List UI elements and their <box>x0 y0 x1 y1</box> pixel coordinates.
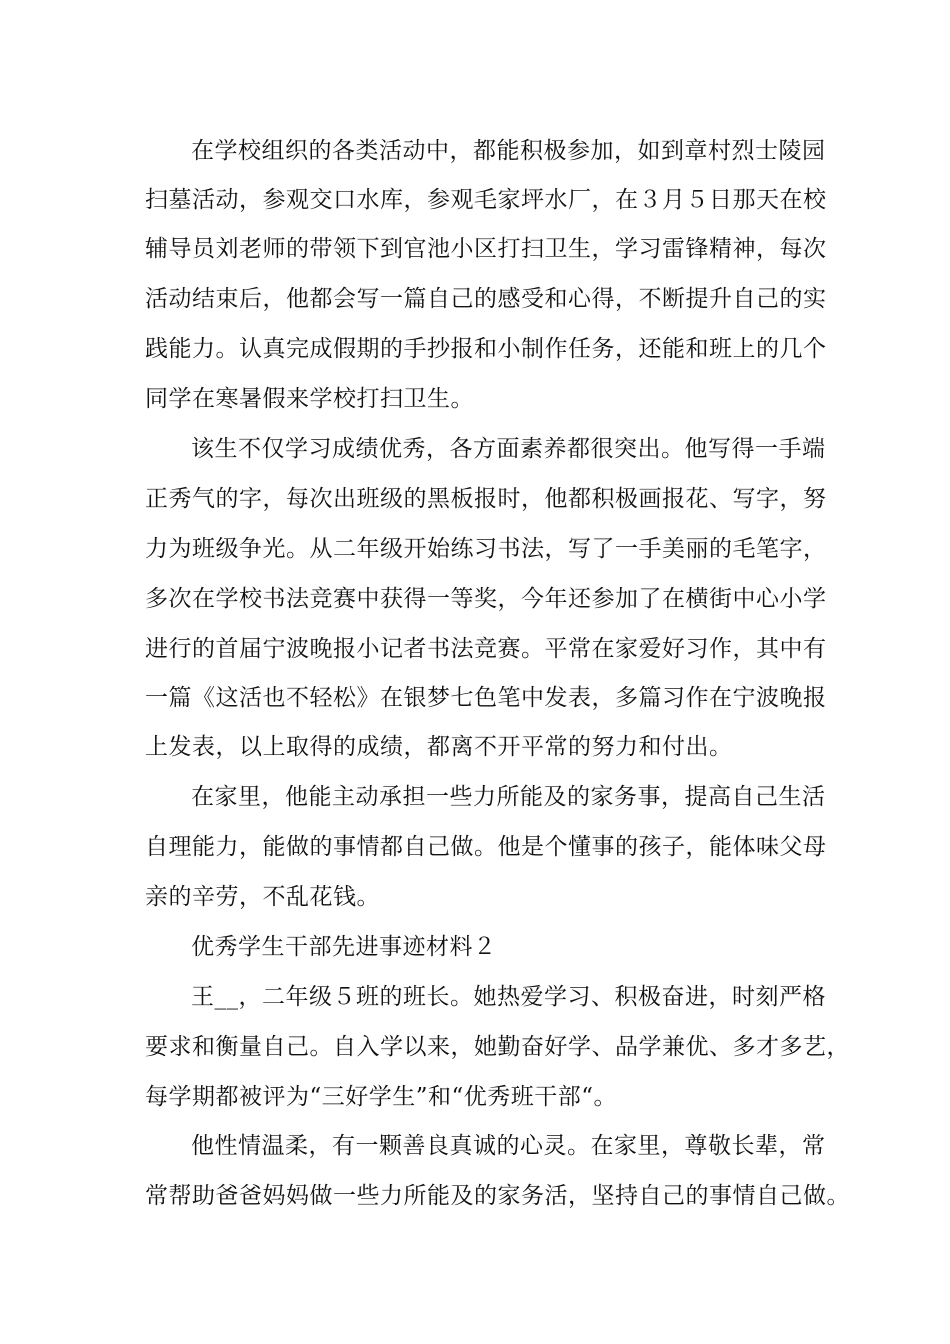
paragraph-5-line-2: 常帮助爸爸妈妈做一些力所能及的家务活，坚持自己的事情自己做。 <box>145 1183 850 1209</box>
paragraph-2-line-5: 进行的首届宁波晚报小记者书法竞赛。平常在家爱好习作，其中有 <box>145 636 827 662</box>
paragraph-3-line-1: 在家里，他能主动承担一些力所能及的家务事，提高自己生活 <box>191 784 826 810</box>
paragraph-2-line-4: 多次在学校书法竞赛中获得一等奖，今年还参加了在横街中心小学 <box>145 586 827 612</box>
paragraph-1-line-2: 扫墓活动，参观交口水库，参观毛家坪水厂，在３月５日那天在校 <box>145 187 827 213</box>
paragraph-4-line-2: 要求和衡量自己。自入学以来，她勤奋好学、品学兼优、多才多艺， <box>145 1034 850 1060</box>
paragraph-1-line-1: 在学校组织的各类活动中，都能积极参加，如到章村烈士陵园 <box>191 138 826 164</box>
paragraph-1-line-5: 践能力。认真完成假期的手抄报和小制作任务，还能和班上的几个 <box>145 336 827 362</box>
paragraph-1-line-3: 辅导员刘老师的带领下到官池小区打扫卫生，学习雷锋精神，每次 <box>145 236 827 262</box>
paragraph-4-line-1: 王__，二年级５班的班长。她热爱学习、积极奋进，时刻严格 <box>191 984 826 1010</box>
paragraph-4-line-3: 每学期都被评为“三好学生”和“优秀班干部“。 <box>145 1084 618 1110</box>
paragraph-2-line-3: 力为班级争光。从二年级开始练习书法，写了一手美丽的毛笔字， <box>145 536 827 562</box>
paragraph-3-line-3: 亲的辛劳，不乱花钱。 <box>145 884 380 910</box>
paragraph-2-line-1: 该生不仅学习成绩优秀，各方面素养都很突出。他写得一手端 <box>191 436 826 462</box>
paragraph-2-line-2: 正秀气的字，每次出班级的黑板报时，他都积极画报花、写字，努 <box>145 486 827 512</box>
paragraph-2-line-7: 上发表，以上取得的成绩，都离不开平常的努力和付出。 <box>145 734 733 760</box>
paragraph-5-line-1: 他性情温柔，有一颗善良真诚的心灵。在家里，尊敬长辈，常 <box>191 1133 826 1159</box>
paragraph-1-line-4: 活动结束后，他都会写一篇自己的感受和心得，不断提升自己的实 <box>145 286 827 312</box>
paragraph-3-line-2: 自理能力，能做的事情都自己做。他是个懂事的孩子，能体味父母 <box>145 834 827 860</box>
paragraph-2-line-6: 一篇《这活也不轻松》在银梦七色笔中发表，多篇习作在宁波晚报 <box>145 685 827 711</box>
section-heading: 优秀学生干部先进事迹材料２ <box>191 934 497 960</box>
paragraph-1-line-6: 同学在寒暑假来学校打扫卫生。 <box>145 386 474 412</box>
